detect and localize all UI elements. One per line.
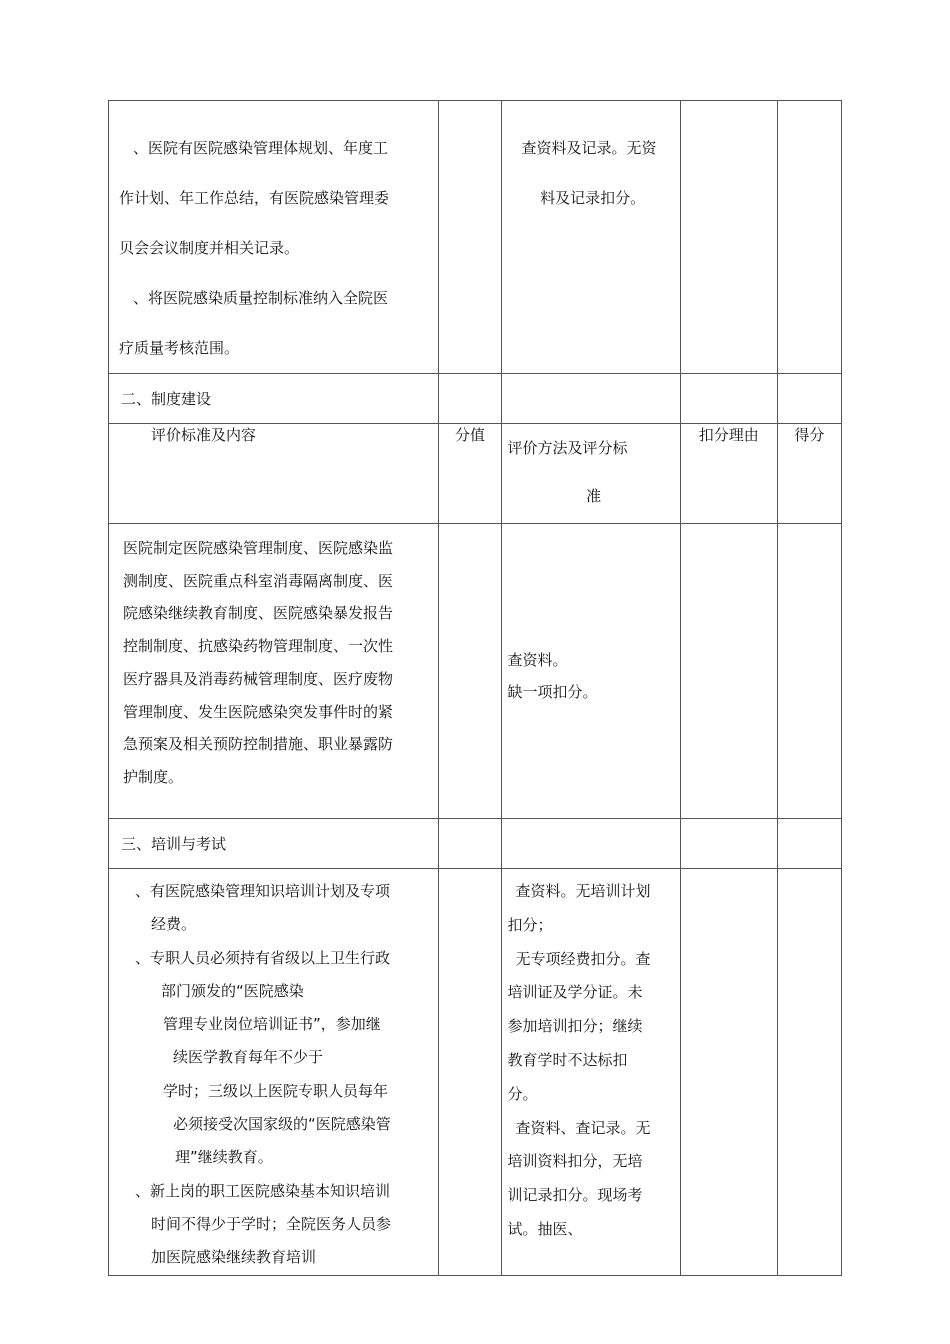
method-line: 扣分； xyxy=(507,915,553,934)
method-line: 查资料、查记录。无 xyxy=(515,1118,651,1137)
content-line: 管理制度、发生医院感染突发事件时的紧 xyxy=(123,702,394,721)
content-line: 医院制定医院感染管理制度、医院感染监 xyxy=(123,539,394,557)
section-title: 二、制度建设 xyxy=(121,390,212,408)
header-score: 分值 xyxy=(439,424,501,524)
content-line: 护制度。 xyxy=(123,767,184,786)
method-line: 分。 xyxy=(507,1084,538,1103)
content-line: 加医院感染继续教育培训 xyxy=(151,1248,317,1267)
content-line: 、医院有医院感染管理体规划、年度工 xyxy=(133,139,389,157)
method-cell xyxy=(501,524,680,819)
header-method-line1: 评价方法及评分标 xyxy=(507,439,628,457)
points-cell xyxy=(777,869,841,1276)
empty-cell xyxy=(777,819,841,869)
content-line: 经费。 xyxy=(151,915,197,934)
table-row xyxy=(109,524,842,819)
method-cell xyxy=(501,869,680,1276)
deduction-reason-cell xyxy=(680,101,777,374)
content-line: 控制制度、抗感染药物管理制度、一次性 xyxy=(123,637,394,656)
empty-cell xyxy=(680,819,777,869)
score-cell xyxy=(439,869,501,1276)
content-line: 院感染继续教育制度、医院感染暴发报告 xyxy=(123,604,394,623)
header-criteria: 评价标准及内容 xyxy=(109,424,439,524)
method-line: 无专项经费扣分。查 xyxy=(515,949,651,968)
method-line: 缺一项扣分。 xyxy=(507,683,598,701)
section-row xyxy=(109,374,842,424)
content-line: 续医学教育每年不少于 xyxy=(173,1048,324,1067)
content-line: 时间不得少于学时；全院医务人员参 xyxy=(151,1214,392,1233)
method-line: 料及记录扣分。 xyxy=(540,189,646,207)
method-line: 试。抽医、 xyxy=(507,1219,583,1238)
section-row xyxy=(109,819,842,869)
content-line: 医疗器具及消毒药械管理制度、医疗废物 xyxy=(123,669,394,688)
section-title: 三、培训与考试 xyxy=(121,835,227,853)
content-line: 学时；三级以上医院专职人员每年 xyxy=(163,1081,389,1100)
header-method-line2: 准 xyxy=(586,487,602,505)
method-line: 查资料及记录。无资 xyxy=(521,139,657,157)
points-cell xyxy=(777,524,841,819)
empty-cell xyxy=(439,374,501,424)
method-line: 查资料。 xyxy=(507,651,568,669)
criteria-cell xyxy=(109,869,439,1276)
method-line: 教育学时不达标扣 xyxy=(507,1050,628,1069)
section-title-cell xyxy=(109,374,439,424)
content-line: 疗质量考核范围。 xyxy=(119,339,240,357)
content-line: 、新上岗的职工医院感染基本知识培训 xyxy=(135,1181,391,1200)
evaluation-table xyxy=(108,100,842,1276)
score-cell xyxy=(439,101,501,374)
deduction-reason-cell xyxy=(680,869,777,1276)
content-line: 急预案及相关预防控制措施、职业暴露防 xyxy=(123,735,394,754)
criteria-cell xyxy=(109,524,439,819)
empty-cell xyxy=(777,374,841,424)
content-line: 理”继续教育。 xyxy=(175,1148,273,1167)
method-line: 训记录扣分。现场考 xyxy=(507,1186,643,1205)
empty-cell xyxy=(501,374,680,424)
method-cell xyxy=(501,101,680,374)
header-row xyxy=(109,424,842,524)
content-line: 测制度、医院重点科室消毒隔离制度、医 xyxy=(123,571,394,590)
content-line: 管理专业岗位培训证书”，参加继 xyxy=(163,1015,381,1034)
points-cell xyxy=(777,101,841,374)
empty-cell xyxy=(680,374,777,424)
content-line: 贝会会议制度并相关记录。 xyxy=(119,239,300,257)
table-row xyxy=(109,101,842,374)
method-line: 培训证及学分证。未 xyxy=(507,983,643,1002)
content-line: 、将医院感染质量控制标准纳入全院医 xyxy=(133,289,389,307)
content-line: 作计划、年工作总结，有医院感染管理委 xyxy=(119,189,390,207)
empty-cell xyxy=(439,819,501,869)
header-method xyxy=(501,424,680,524)
score-cell xyxy=(439,524,501,819)
content-line: 、专职人员必须持有省级以上卫生行政 xyxy=(135,948,391,967)
criteria-cell xyxy=(109,101,439,374)
header-deduction-reason: 扣分理由 xyxy=(680,424,777,524)
table-row xyxy=(109,869,842,1276)
empty-cell xyxy=(501,819,680,869)
method-line: 查资料。无培训计划 xyxy=(515,882,651,900)
method-line: 培训资料扣分，无培 xyxy=(507,1152,643,1171)
method-line: 参加培训扣分；继续 xyxy=(507,1017,643,1036)
content-line: 、有医院感染管理知识培训计划及专项 xyxy=(135,882,391,900)
header-points: 得分 xyxy=(777,424,841,524)
content-line: 部门颁发的“医院感染 xyxy=(161,981,304,1000)
section-title-cell xyxy=(109,819,439,869)
content-line: 必须接受次国家级的“医院感染管 xyxy=(173,1115,391,1134)
deduction-reason-cell xyxy=(680,524,777,819)
